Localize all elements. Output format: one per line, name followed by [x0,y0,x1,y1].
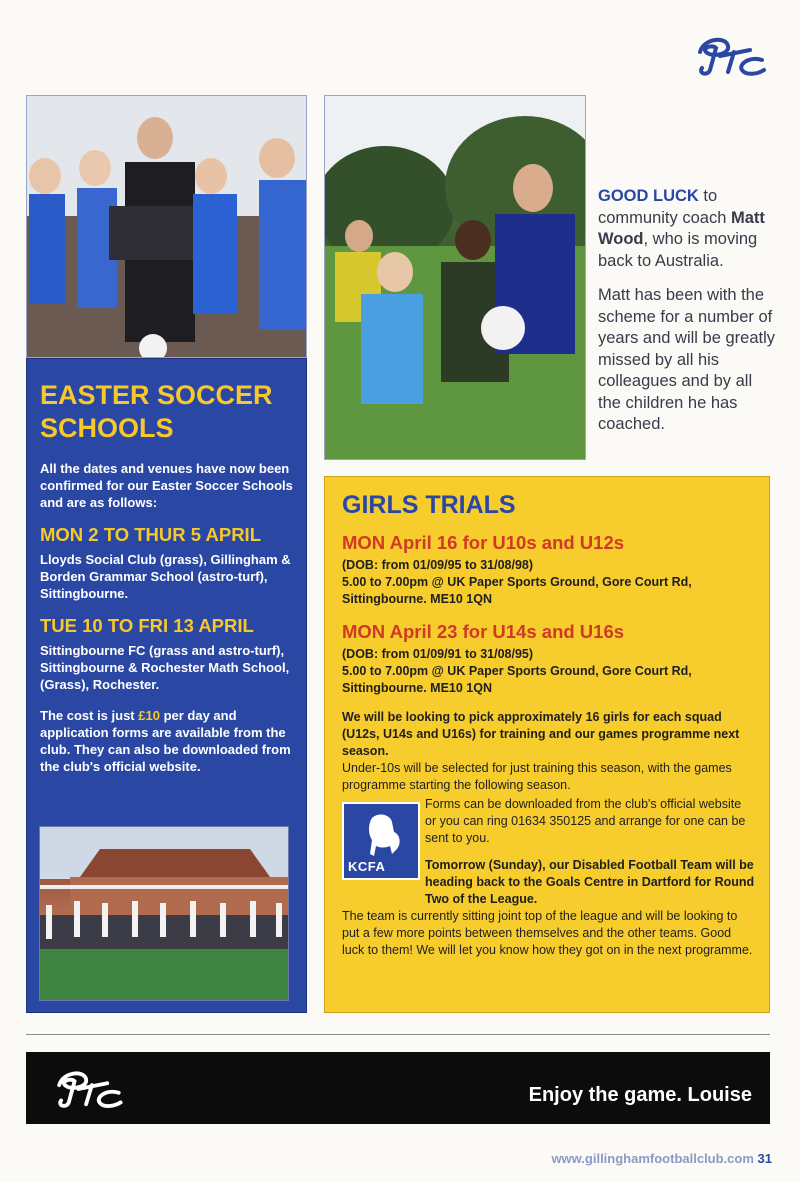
kcfa-logo [342,802,420,880]
trial-1-dob: (DOB: from 01/09/95 to 31/08/98) [342,558,534,572]
good-luck-text-1: to community coach [598,187,731,227]
trial-2-details: 5.00 to 7.00pm @ UK Paper Sports Ground, Gore Court Rd, Sittingbourne. ME10 1QN [342,664,692,695]
cost-paragraph [40,707,294,775]
cost-price: £10 [138,708,160,723]
footer-slogan: Enjoy the game. Louise [528,1084,752,1106]
horse-icon [364,810,404,858]
good-luck-paragraph-2: Matt has been with the scheme for a number of years and will be greatly missed by all his colleagues and by all the children he has coached. [598,286,776,433]
session-1-venues: Lloyds Social Club (grass), Gillingham & Borden Grammar School (astro-turf), Sittingbourne. [40,552,291,601]
under-10s-text: Under-10s will be selected for just training this season, with the games programme starting the following season. [342,761,732,792]
page-number: 31 [757,1151,772,1166]
website-footer [551,1151,772,1166]
pick-squad-text: We will be looking to pick approximately 16 girls for each squad (U12s, U14s and U16s) for training and our games programme next season. [342,710,740,758]
soccer-school-group-photo [39,826,289,1001]
cost-after: per day and application forms are available from the club. They can also be downloaded from the club's official website. [40,708,291,774]
coach-matt-wood-photo [324,95,586,460]
kcfa-label: KCFA [348,859,386,874]
coach-name: Matt Wood [598,208,765,248]
footer-bar [26,1052,770,1124]
session-2-venues: Sittingbourne FC (grass and astro-turf), Sittingbourne & Rochester Math School, (Grass), Rochester. [40,643,290,692]
divider [26,1034,770,1035]
disabled-team-text: The team is currently sitting joint top of the league and will be looking to put a few more points between themselves and the other teams. Good luck to them! We will let you know how they got on in the next programme. [342,909,753,957]
disabled-team-heading: Tomorrow (Sunday), our Disabled Football Team will be heading back to the Goals Centre in Dartford for Round Two of the League. [425,858,755,906]
easter-intro: All the dates and venues have now been confirmed for our Easter Soccer Schools and are as follows: [40,461,293,510]
easter-soccer-schools-panel [26,358,307,1013]
good-luck-text-2: , who is moving back to Australia. [598,230,758,270]
girls-trials-title: GIRLS TRIALS [342,491,516,519]
easter-soccer-schools-title: EASTER SOCCER SCHOOLS [40,380,273,443]
trial-2-dob: (DOB: from 01/09/91 to 31/08/95) [342,647,534,661]
trial-2-heading: MON April 23 for U14s and U16s [342,621,625,642]
trial-1-heading: MON April 16 for U10s and U12s [342,532,625,553]
session-2-heading: TUE 10 TO FRI 13 APRIL [40,615,254,636]
trial-1-details: 5.00 to 7.00pm @ UK Paper Sports Ground, Gore Court Rd, Sittingbourne. ME10 1QN [342,575,692,606]
club-logo-icon [48,1064,128,1112]
session-1-heading: MON 2 TO THUR 5 APRIL [40,524,261,545]
club-logo-icon [690,30,770,80]
good-luck-paragraph-1 [598,186,778,272]
kcfa-side-column [425,796,755,908]
girls-trials-panel [324,476,770,1013]
cost-before: The cost is just [40,708,139,723]
kcfa-section [342,796,755,908]
good-luck-article [598,186,778,436]
forms-text: Forms can be downloaded from the club's official website or you can ring 01634 350125 and arrange for one can be sent to you. [425,797,746,845]
good-luck-lead: GOOD LUCK [598,187,699,205]
website-url: www.gillinghamfootballclub.com [551,1151,754,1166]
coach-with-children-photo [26,95,307,358]
